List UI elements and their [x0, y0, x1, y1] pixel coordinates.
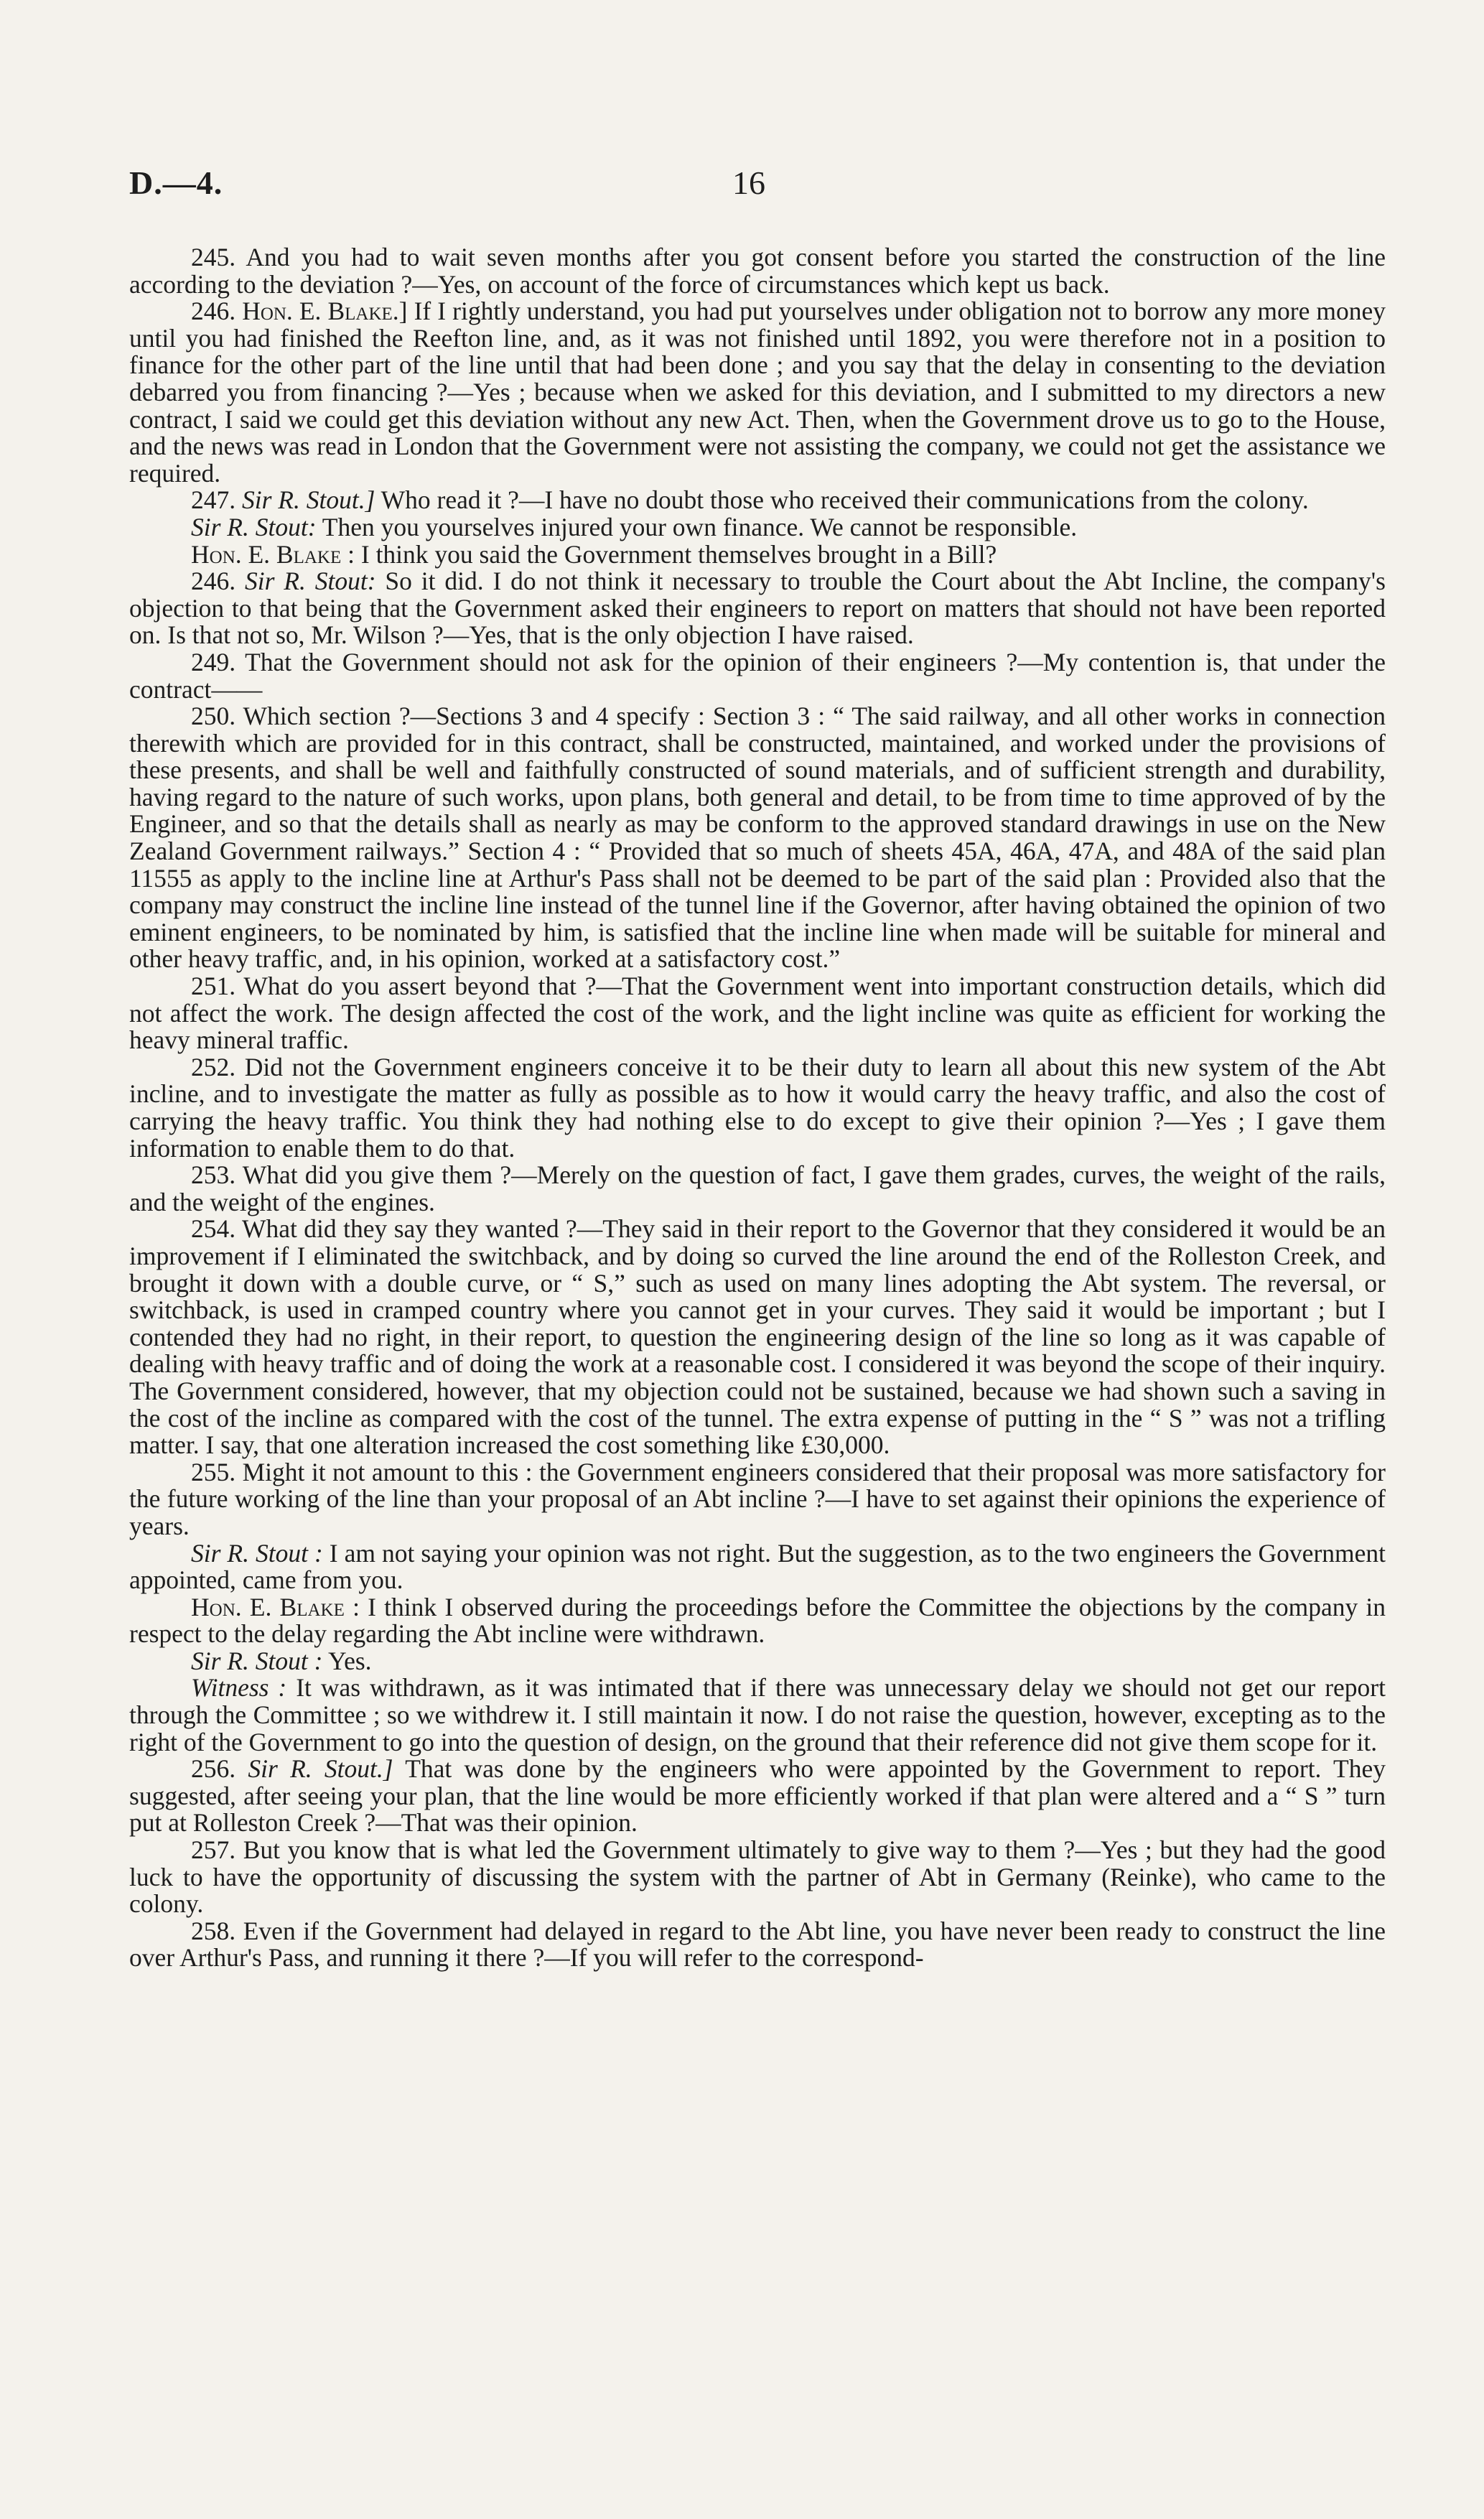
paragraph-text: It was withdrawn, as it was intimated that if there was unnecessary delay we should not get our report through the Committee ; so we withdrew it. I still maintain it now. I do not raise the question, however, excepting as to the right of the Government to go into the question of design, on the ground that their reference did not give them scope for it.: [129, 1673, 1386, 1756]
question-number: 254.: [191, 1214, 242, 1244]
paragraph-text: I think I observed during the proceedings before the Committee the objections by the company in respect to the delay regarding the Abt incline were withdrawn.: [129, 1592, 1386, 1649]
testimony-paragraph: [129, 1162, 1386, 1216]
question-number: 253.: [191, 1160, 243, 1190]
question-number: 256.: [191, 1754, 248, 1784]
testimony-paragraph: [129, 1648, 1386, 1675]
testimony-paragraph: [129, 649, 1386, 703]
body-text: [129, 244, 1386, 1972]
question-number: 249.: [191, 647, 246, 676]
paragraph-text: I am not saying your opinion was not right. But the suggestion, as to the two engineers the Government appointed, came from you.: [129, 1538, 1386, 1595]
speaker-label: Hon. E. Blake.]: [242, 297, 408, 326]
testimony-paragraph: [129, 703, 1386, 973]
testimony-paragraph: [129, 1459, 1386, 1540]
paragraph-text: That was done by the engineers who were appointed by the Government to report. They suggested, after seeing your plan, that the line would be more efficiently worked if that plan were altered and a “ S ” turn put at Rolleston Creek ?—That was their opinion.: [129, 1754, 1386, 1838]
speaker-label: Sir R. Stout :: [191, 1538, 323, 1568]
speaker-label: Sir R. Stout.]: [242, 485, 375, 515]
question-number: 252.: [191, 1052, 245, 1081]
question-number: 258.: [191, 1916, 243, 1945]
question-number: 251.: [191, 972, 244, 1001]
page-number: 16: [732, 164, 765, 201]
testimony-paragraph: [129, 298, 1386, 487]
paragraph-text: And you had to wait seven months after you got consent before you started the construction of the line according to the deviation ?—Yes, on account of the force of circumstances which kept us back.: [129, 243, 1386, 299]
paragraph-text: If I rightly understand, you had put yourselves under obligation not to borrow any more money until you had finished the Reefton line, and, as it was not finished until 1892, you were therefore not in a position to finance for the other part of the line until that had been done ; and you say that the delay in consenting to the deviation debarred you from financing ?—Yes ; because when we asked for this deviation, and I submitted to my directors a new contract, I said we could get this deviation without any new Act. Then, when the Government drove us to go to the House, and the news was read in London that the Government were not assisting the company, we could not get the assistance we required.: [129, 297, 1386, 488]
paragraph-text: But you know that is what led the Government ultimately to give way to them ?—Yes ; but they had the good luck to have the opportunity of discussing the system with the partner of Abt in Germany (Reinke), who came to the colony.: [129, 1835, 1386, 1919]
speaker-label: Hon. E. Blake :: [191, 1592, 360, 1621]
testimony-paragraph: [129, 1756, 1386, 1837]
paragraph-text: Might it not amount to this : the Government engineers considered that their proposal was more satisfactory for the future working of the line than your proposal of an Abt incline ?—I have to set against their opinions the experience of years.: [129, 1457, 1386, 1540]
question-number: 250.: [191, 702, 243, 731]
speaker-label: Witness :: [191, 1673, 287, 1703]
question-number: 246.: [191, 297, 243, 326]
question-number: 257.: [191, 1835, 243, 1865]
testimony-paragraph: [129, 541, 1386, 569]
question-number: 247.: [191, 485, 242, 515]
testimony-paragraph: [129, 1216, 1386, 1458]
testimony-paragraph: [129, 487, 1386, 514]
paragraph-text: That the Government should not ask for the opinion of their engineers ?—My contention is, that under the contract——: [129, 647, 1386, 704]
paragraph-text: Which section ?—Sections 3 and 4 specify : Section 3 : “ The said railway, and all other works in connection therewith which are provided for in this contract, shall be constructed, maintained, and worked under the provisions of these presents, and shall be well and faithfully constructed of sound materials, and of sufficient strength and durability, having regard to the nature of such works, upon plans, both general and detail, to be from time to time approved of by the Engineer, and so that the details shall as nearly as may be conform to the approved standard drawings in use on the New Zealand Government railways.” Section 4 : “ Provided that so much of sheets 45A, 46A, 47A, and 48A of the said plan 11555 as apply to the incline line at Arthur's Pass shall not be deemed to be part of the said plan : Provided also that the company may construct the incline line instead of the tunnel line if the Governor, after having obtained the opinion of two eminent engineers, to be nominated by him, is satisfied that the incline line when made will be suitable for mineral and other heavy traffic, and, in his opinion, worked at a satisfactory cost.”: [129, 702, 1386, 974]
speaker-label: Sir R. Stout:: [191, 512, 317, 541]
testimony-paragraph: [129, 1594, 1386, 1648]
testimony-paragraph: [129, 1918, 1386, 1972]
paragraph-text: Then you yourselves injured your own finance. We cannot be responsible.: [316, 512, 1078, 541]
testimony-paragraph: [129, 1675, 1386, 1756]
testimony-paragraph: [129, 1054, 1386, 1162]
testimony-paragraph: [129, 973, 1386, 1054]
document-reference: D.—4.: [129, 164, 223, 201]
page-header: [129, 164, 1479, 207]
paragraph-text: Yes.: [322, 1646, 372, 1675]
paragraph-text: What did you give them ?—Merely on the question of fact, I gave them grades, curves, the weight of the rails, and the weight of the engines.: [129, 1160, 1386, 1216]
question-number: 255.: [191, 1457, 243, 1486]
testimony-paragraph: [129, 568, 1386, 649]
question-number: 245.: [191, 243, 246, 271]
speaker-label: Sir R. Stout :: [191, 1646, 323, 1675]
paragraph-text: What do you assert beyond that ?—That the Government went into important construction details, which did not affect the work. The design affected the cost of the work, and the light incline was quite as efficient for working the heavy mineral traffic.: [129, 972, 1386, 1055]
speaker-label: Sir R. Stout.]: [248, 1754, 393, 1784]
paragraph-text: So it did. I do not think it necessary to trouble the Court about the Abt Incline, the company's objection to that being that the Government asked their engineers to report on matters that should not have been reported on. Is that not so, Mr. Wilson ?—Yes, that is the only objection I have raised.: [129, 567, 1386, 650]
paragraph-text: Who read it ?—I have no doubt those who received their communications from the colony.: [375, 485, 1309, 515]
testimony-paragraph: [129, 244, 1386, 298]
paragraph-text: What did they say they wanted ?—They said in their report to the Governor that they considered it would be an improvement if I eliminated the switchback, and by doing so curved the line around the end of the Rolleston Creek, and brought it down with a double curve, or “ S,” such as used on many lines adopting the Abt system. The reversal, or switchback, is used in cramped country where you cannot get in your curves. They said it would be important ; but I contended they had no right, in their report, to question the engineering design of the line so long as it was capable of dealing with heavy traffic and of doing the work at a reasonable cost. I considered it was beyond the scope of their inquiry. The Government considered, however, that my objection could not be sustained, because we had shown such a saving in the cost of the incline as compared with the cost of the tunnel. The extra expense of putting in the “ S ” was not a trifling matter. I say, that one alteration increased the cost something like £30,000.: [129, 1214, 1386, 1460]
speaker-label: Hon. E. Blake :: [191, 539, 355, 569]
paragraph-text: Even if the Government had delayed in regard to the Abt line, you have never been ready to construct the line over Arthur's Pass, and running it there ?—If you will refer to the correspond-: [129, 1916, 1386, 1973]
testimony-paragraph: [129, 514, 1386, 541]
paragraph-text: I think you said the Government themselves brought in a Bill?: [355, 539, 997, 569]
question-number: 246.: [191, 567, 245, 596]
speaker-label: Sir R. Stout:: [245, 567, 376, 596]
testimony-paragraph: [129, 1837, 1386, 1918]
testimony-paragraph: [129, 1540, 1386, 1594]
paragraph-text: Did not the Government engineers conceive it to be their duty to learn all about this new system of the Abt incline, and to investigate the matter as fully as possible as to how it would carry the heavy traffic, and also the cost of carrying the heavy traffic. You think they had nothing else to do except to give their opinion ?—Yes ; I gave them information to enable them to do that.: [129, 1052, 1386, 1163]
